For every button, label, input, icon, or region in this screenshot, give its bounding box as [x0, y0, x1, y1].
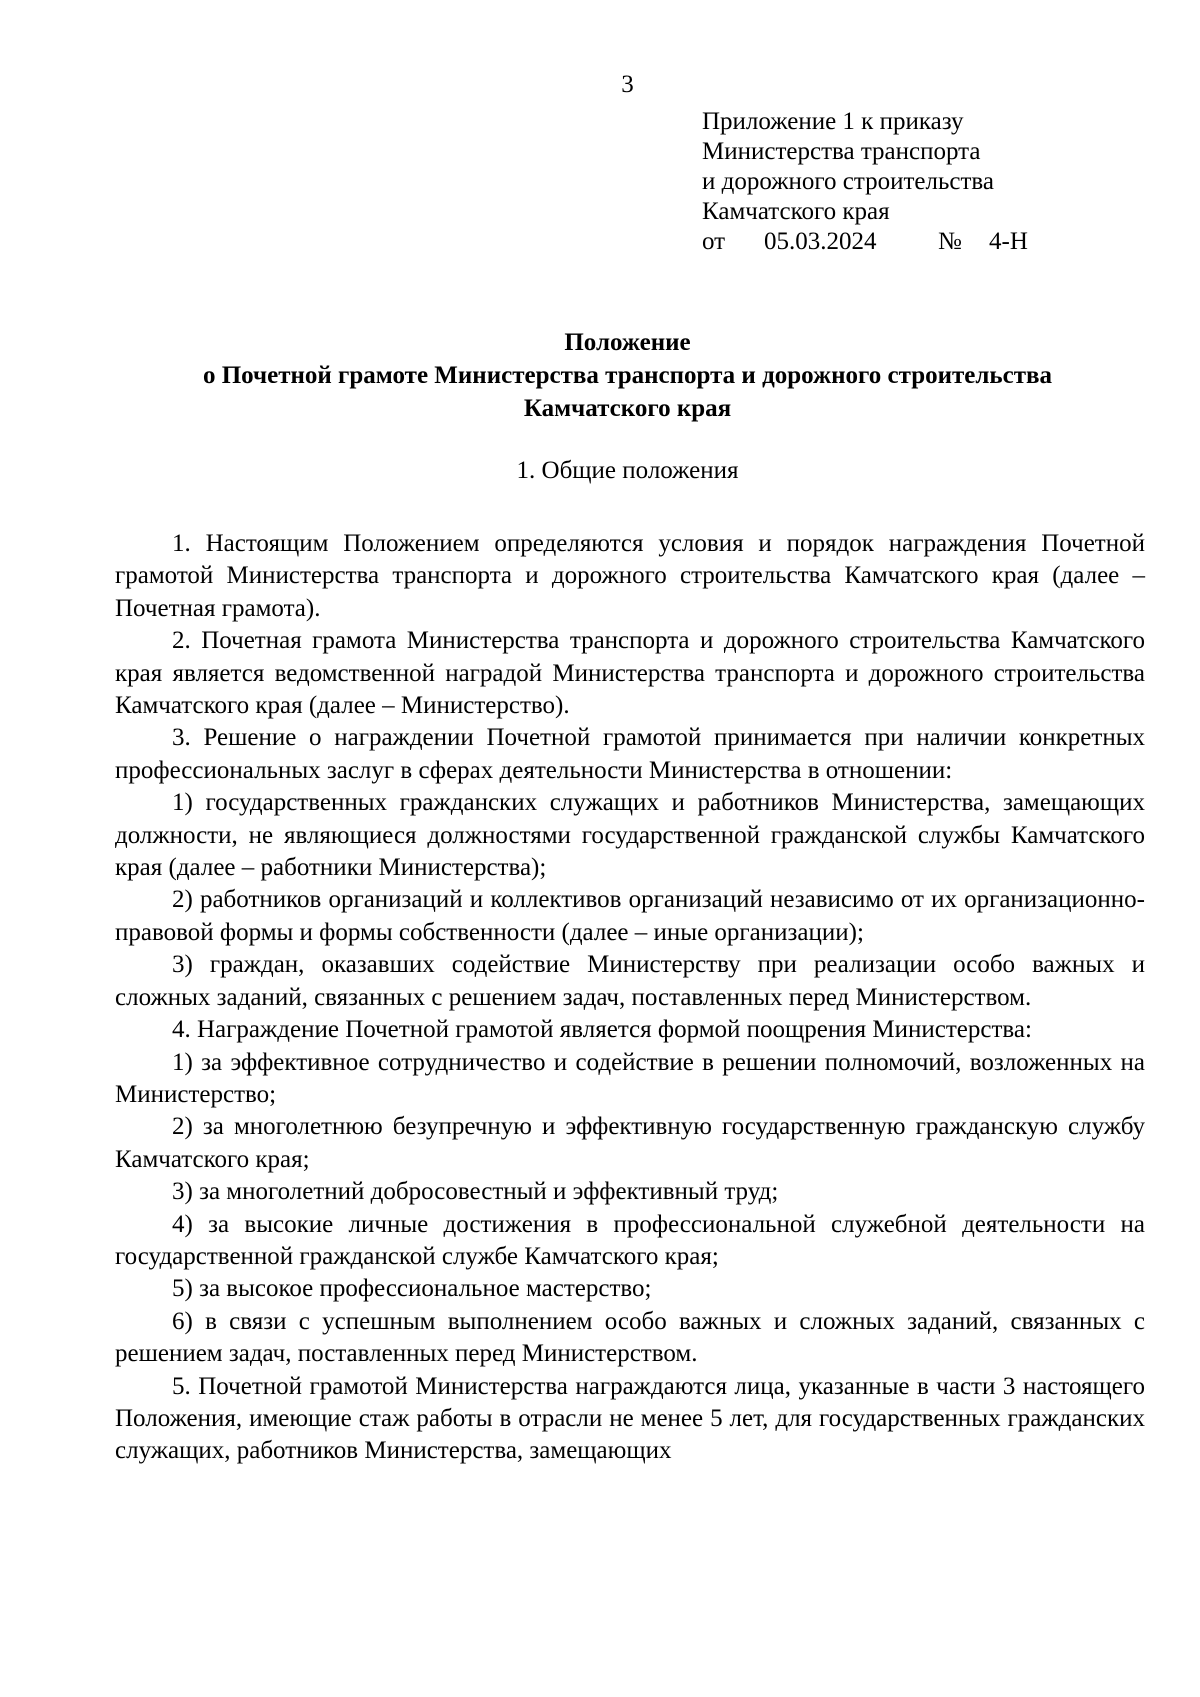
page-number: 3	[621, 71, 634, 98]
paragraph: 3) граждан, оказавших содействие Министерству при реализации особо важных и сложных заданий, связанных с решением задач, поставленных перед Министерством.	[115, 951, 1145, 1011]
paragraph: 4) за высокие личные достижения в профессиональной служебной деятельности на государственной гражданской службе Камчатского края;	[115, 1210, 1145, 1270]
paragraph: 5) за высокое профессиональное мастерство;	[172, 1275, 652, 1303]
paragraph: 1) за эффективное сотрудничество и содействие в решении полномочий, возложенных на Министерство;	[115, 1048, 1145, 1108]
paragraph: 1. Настоящим Положением определяются условия и порядок награждения Почетной грамотой Министерства транспорта и дорожного строительства Камчатского края (далее – Почетная грамота).	[115, 530, 1145, 622]
appendix-header	[702, 107, 1122, 257]
order-number: 4-Н	[989, 228, 1028, 255]
section-heading: 1. Общие положения	[516, 457, 739, 484]
number-sign: №	[938, 228, 962, 255]
paragraph: 2) работников организаций и коллективов организаций независимо от их организационно-правовой формы и формы собственности (далее – иные организации);	[115, 886, 1145, 946]
paragraph: 1) государственных гражданских служащих и работников Министерства, замещающих должности, не являющиеся должностями государственной гражданской службы Камчатского края (далее – работники Министерства);	[115, 789, 1145, 882]
title-line: Камчатского края	[523, 395, 732, 422]
paragraph: 2) за многолетнюю безупречную и эффективную государственную гражданскую службу Камчатского края;	[115, 1113, 1145, 1173]
paragraph: 5. Почетной грамотой Министерства награждаются лица, указанные в части 3 настоящего Положения, имеющие стаж работы в отрасли не менее 5 лет, для государственных гражданских служащих, работников Министерства, замещающих	[115, 1372, 1145, 1465]
appendix-line: и дорожного строительства	[702, 168, 994, 195]
order-date: 05.03.2024	[764, 228, 877, 255]
paragraph: 2. Почетная грамота Министерства транспорта и дорожного строительства Камчатского края является ведомственной наградой Министерства транспорта и дорожного строительства Камчатского края (далее – Министерство).	[115, 627, 1145, 720]
title-line: о Почетной грамоте Министерства транспорта и дорожного строительства	[202, 362, 1053, 389]
paragraph: 4. Награждение Почетной грамотой является формой поощрения Министерства:	[172, 1016, 1032, 1044]
appendix-line: Приложение 1 к приказу	[702, 108, 964, 135]
order-date-line	[702, 227, 1122, 257]
paragraph: 3) за многолетний добросовестный и эффективный труд;	[172, 1178, 779, 1206]
appendix-line: Министерства транспорта	[702, 138, 981, 165]
date-prefix: от	[702, 228, 726, 255]
appendix-line: Камчатского края	[702, 198, 890, 225]
paragraph: 3. Решение о награждении Почетной грамотой принимается при наличии конкретных профессиональных заслуг в сферах деятельности Министерства в отношении:	[115, 724, 1145, 784]
title-line: Положение	[564, 329, 691, 356]
document-body	[115, 528, 1145, 1468]
paragraph: 6) в связи с успешным выполнением особо важных и сложных заданий, связанных с решением задач, поставленных перед Министерством.	[115, 1307, 1145, 1368]
document-title	[0, 326, 1200, 425]
